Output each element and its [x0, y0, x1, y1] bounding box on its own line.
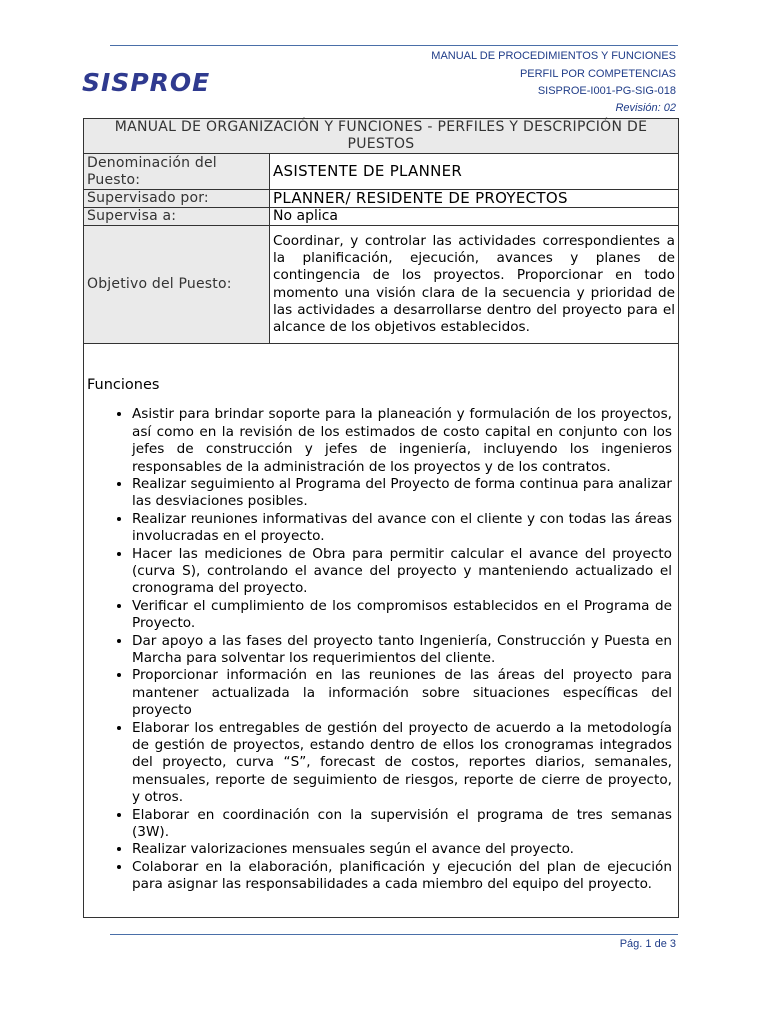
value-supervised-by: PLANNER/ RESIDENTE DE PROYECTOS: [270, 190, 679, 208]
header-profile-label: PERFIL POR COMPETENCIAS: [519, 68, 676, 80]
label-job-title: Denominación del Puesto:: [84, 154, 270, 190]
header-top-rule: [110, 45, 678, 46]
list-item: • Dar apoyo a las fases del proyecto tanto Ingeniería, Construcción y Puesta en Marcha para solventar los requerimientos del cliente.: [132, 633, 675, 668]
list-item: • Verificar el cumplimiento de los compromisos establecidos en el Programa de Proyecto.: [132, 598, 675, 633]
list-item: • Elaborar en coordinación con la supervisión el programa de tres semanas (3W).: [132, 807, 675, 842]
list-item: • Hacer las mediciones de Obra para permitir calcular el avance del proyecto (curva S), controlando el avance del proyecto y manteniendo actualizado el cronograma del proyecto.: [132, 546, 675, 598]
list-item: • Asistir para brindar soporte para la planeación y formulación de los proyectos, así como en la revisión de los estimados de costo capital en conjunto con los jefes de construcción y jefes de ingeniería, incluyendo los ingenieros responsables de la administración de los proyectos y de los contratos.: [132, 406, 675, 476]
header-document-code: SISPROE-I001-PG-SIG-018: [537, 85, 676, 97]
value-job-title: ASISTENTE DE PLANNER: [270, 154, 679, 190]
list-item: • Realizar seguimiento al Programa del Proyecto de forma continua para analizar las desviaciones posibles.: [132, 476, 675, 511]
table-title: MANUAL DE ORGANIZACIÓN Y FUNCIONES - PERFILES Y DESCRIPCIÓN DE PUESTOS: [84, 119, 679, 154]
label-supervises: Supervisa a:: [84, 208, 270, 226]
functions-section: [84, 344, 679, 918]
page-number: Pág. 1 de 3: [619, 938, 676, 950]
footer-rule: [110, 934, 678, 935]
functions-title: Funciones: [87, 377, 160, 394]
header-manual-title: MANUAL DE PROCEDIMIENTOS Y FUNCIONES: [431, 50, 676, 62]
label-supervised-by: Supervisado por:: [84, 190, 270, 208]
list-item: • Elaborar los entregables de gestión del proyecto de acuerdo a la metodología de gestión de proyectos, estando dentro de ellos los cronogramas integrados del proyecto, curva “S”, forecast de costos, reportes diarios, semanales, mensuales, reporte de seguimiento de riesgos, reporte de cierre de proyecto, y otros.: [132, 720, 675, 807]
functions-list: [87, 406, 675, 893]
logo-text: SISPROE: [82, 67, 211, 97]
job-profile-table: [83, 118, 679, 918]
list-item: • Realizar valorizaciones mensuales según el avance del proyecto.: [132, 841, 675, 858]
list-item: • Proporcionar información en las reuniones de las áreas del proyecto para mantener actualizada la información sobre situaciones específicas del proyecto: [132, 667, 675, 719]
header-revision: Revisión: 02: [615, 102, 676, 114]
list-item: • Realizar reuniones informativas del avance con el cliente y con todas las áreas involucradas en el proyecto.: [132, 511, 675, 546]
sisproe-logo: [82, 64, 210, 100]
value-objective: Coordinar, y controlar las actividades correspondientes a la planificación, ejecución, avances y planes de contingencia de los proyectos. Proporcionar en todo momento una visión clara de la secuencia y prioridad de las actividades a desarrollarse dentro del proyecto para el alcance de los objetivos establecidos.: [270, 226, 679, 344]
label-objective: Objetivo del Puesto:: [84, 226, 270, 344]
list-item: • Colaborar en la elaboración, planificación y ejecución del plan de ejecución para asignar las responsabilidades a cada miembro del equipo del proyecto.: [132, 859, 675, 894]
value-supervises: No aplica: [270, 208, 679, 226]
